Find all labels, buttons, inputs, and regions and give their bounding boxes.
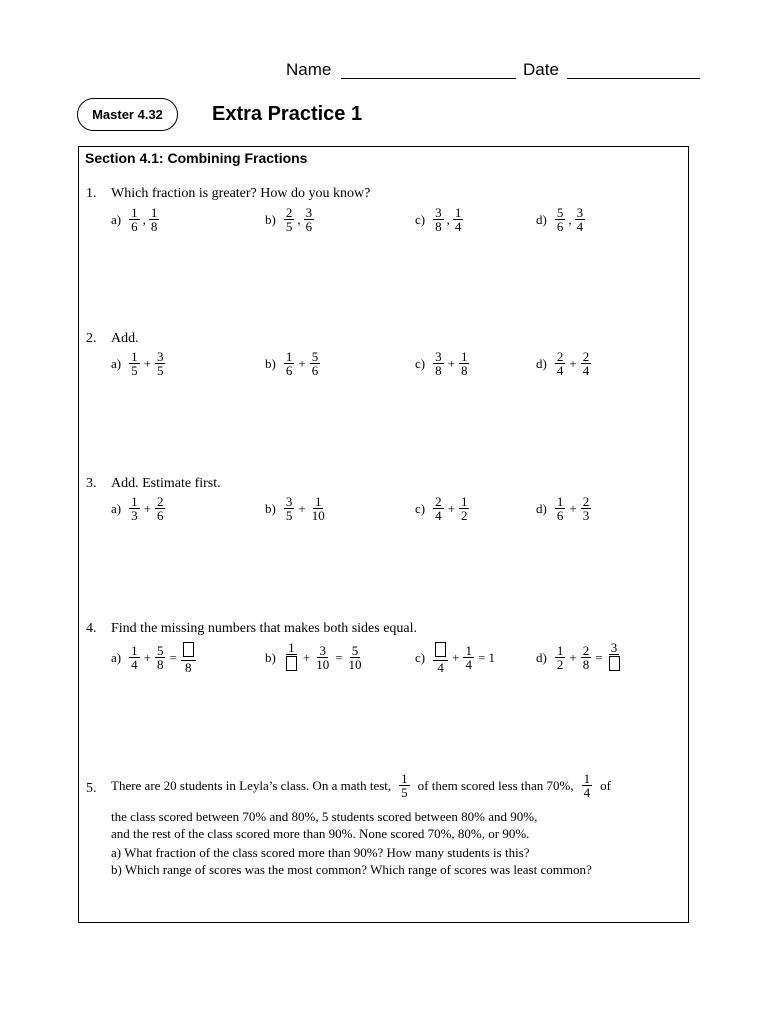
part-label: b) (265, 649, 276, 665)
q1-part-d (536, 206, 585, 233)
question-number: 3. (86, 476, 97, 491)
equals-sign: = (595, 649, 603, 665)
question-text: of (600, 777, 611, 793)
part-label: a) (111, 500, 122, 516)
q5-line-2: the class scored between 70% and 80%, 5 students scored between 80% and 90%, (111, 809, 538, 824)
fraction: $\frac{5}{6}$ (311, 349, 319, 378)
fraction: $\frac{2}{5}$ (285, 205, 293, 234)
plus-sign: + (298, 355, 306, 371)
fraction: $\frac{3}{10}$ (316, 643, 330, 672)
fraction: 3 (607, 641, 622, 674)
fraction: $\frac{1}{5}$ (131, 349, 138, 378)
q3-part-a (111, 495, 165, 522)
fraction: $\frac{1}{5}$ (401, 771, 408, 800)
answer-box[interactable] (286, 656, 297, 671)
part-label: d) (536, 649, 547, 665)
question-text: Find the missing numbers that makes both sides equal. (111, 621, 418, 636)
q5-part-b: b) Which range of scores was the most common? Which range of scores was least common? (111, 862, 592, 877)
question-text: Add. Estimate first. (111, 476, 221, 491)
name-label: Name (286, 60, 332, 79)
plus-sign: + (447, 355, 455, 371)
part-label: c) (415, 355, 426, 371)
part-label: b) (265, 211, 276, 227)
q4-part-b (265, 641, 364, 674)
fraction: $\frac{1}{8}$ (460, 349, 468, 378)
separator: , (568, 211, 572, 227)
plus-sign: + (143, 500, 151, 516)
part-label: c) (415, 649, 426, 665)
separator: , (297, 211, 301, 227)
question-number: 5. (86, 781, 97, 796)
q5-line-1 (111, 772, 611, 799)
equals-sign: = (169, 649, 177, 665)
fraction: $\frac{1}{10}$ (311, 494, 325, 523)
master-badge: Master 4.32 (77, 98, 178, 131)
fraction: $\frac{2}{4}$ (556, 349, 564, 378)
question-text: of them scored less than 70%, (417, 777, 574, 793)
answer-box[interactable] (183, 642, 194, 657)
question-number: 1. (86, 186, 97, 201)
part-label: b) (265, 355, 276, 371)
q2-part-a (111, 350, 165, 377)
fraction: $\frac{1}{6}$ (131, 205, 138, 234)
plus-sign: + (452, 649, 460, 665)
q3-part-b (265, 495, 327, 522)
fraction: $\frac{3}{6}$ (305, 205, 313, 234)
fraction: $\frac{1}{4}$ (454, 205, 462, 234)
name-field[interactable] (341, 78, 516, 79)
fraction: $\frac{3}{4}$ (576, 205, 584, 234)
fraction: $\frac{5}{8}$ (156, 643, 164, 672)
part-label: b) (265, 500, 276, 516)
part-label: d) (536, 211, 547, 227)
fraction: $\frac{5}{10}$ (348, 643, 362, 672)
fraction: $\frac{2}{8}$ (582, 643, 590, 672)
date-label: Date (523, 60, 559, 79)
fraction: $\frac{2}{6}$ (156, 494, 164, 523)
fraction: $\frac{1}{4}$ (465, 643, 472, 672)
page-title: Extra Practice 1 (212, 103, 363, 125)
worksheet-frame (78, 146, 689, 923)
fraction: $\frac{3}{5}$ (156, 349, 164, 378)
question-text: Which fraction is greater? How do you know? (111, 186, 371, 201)
plus-sign: + (569, 649, 577, 665)
plus-sign: + (569, 500, 577, 516)
fraction: $\frac{3}{8}$ (435, 349, 442, 378)
fraction: $\frac{3}{5}$ (285, 494, 293, 523)
fraction: $\frac{1}{6}$ (556, 494, 564, 523)
q3-part-c (415, 495, 469, 522)
q2-part-b (265, 350, 320, 377)
equals-sign: = (335, 649, 343, 665)
fraction: $\frac{1}{4}$ (583, 771, 591, 800)
fraction: 4 (433, 641, 448, 674)
plus-sign: + (143, 649, 151, 665)
q2-part-c (415, 350, 469, 377)
fraction: $\frac{1}{4}$ (131, 643, 138, 672)
fraction: 1 (284, 641, 299, 674)
part-label: c) (415, 211, 426, 227)
q1-part-a (111, 206, 159, 233)
part-label: d) (536, 355, 547, 371)
part-label: a) (111, 355, 122, 371)
fraction: $\frac{5}{6}$ (556, 205, 564, 234)
q5-line-3: and the rest of the class scored more than 90%. None scored 70%, 80%, or 90%. (111, 826, 530, 841)
plus-sign: + (569, 355, 577, 371)
section-title: Section 4.1: Combining Fractions (85, 150, 308, 166)
question-number: 4. (86, 621, 97, 636)
plus-sign: + (298, 500, 306, 516)
fraction: $\frac{1}{8}$ (150, 205, 158, 234)
part-label: a) (111, 649, 122, 665)
fraction: $\frac{2}{3}$ (582, 494, 590, 523)
plus-sign: + (302, 649, 311, 665)
fraction: $\frac{1}{6}$ (285, 349, 293, 378)
q1-part-c (415, 206, 463, 233)
q4-part-a (111, 641, 196, 674)
fraction: $\frac{2}{4}$ (582, 349, 590, 378)
part-label: c) (415, 500, 426, 516)
fraction: $\frac{3}{8}$ (435, 205, 442, 234)
q2-part-d (536, 350, 591, 377)
q3-part-d (536, 495, 591, 522)
question-text: There are 20 students in Leyla’s class. On a math test, (111, 777, 392, 793)
fraction: $\frac{1}{2}$ (460, 494, 468, 523)
q4-part-c (415, 641, 499, 674)
answer-box[interactable] (435, 642, 446, 657)
fraction: 8 (181, 641, 196, 674)
fraction: $\frac{2}{4}$ (435, 494, 442, 523)
question-number: 2. (86, 331, 97, 346)
plus-sign: + (447, 500, 455, 516)
plus-sign: + (143, 355, 151, 371)
separator: , (142, 211, 146, 227)
answer-box[interactable] (609, 656, 620, 671)
part-label: d) (536, 500, 547, 516)
date-field[interactable] (567, 78, 700, 79)
fraction: $\frac{1}{3}$ (131, 494, 138, 523)
q5-part-a: a) What fraction of the class scored more than 90%? How many students is this? (111, 845, 530, 860)
separator: , (446, 211, 450, 227)
part-label: a) (111, 211, 122, 227)
question-text: Add. (111, 331, 139, 346)
equals-one: = 1 (477, 649, 496, 665)
q4-part-d (536, 641, 622, 674)
q1-part-b (265, 206, 314, 233)
fraction: $\frac{1}{2}$ (556, 643, 564, 672)
